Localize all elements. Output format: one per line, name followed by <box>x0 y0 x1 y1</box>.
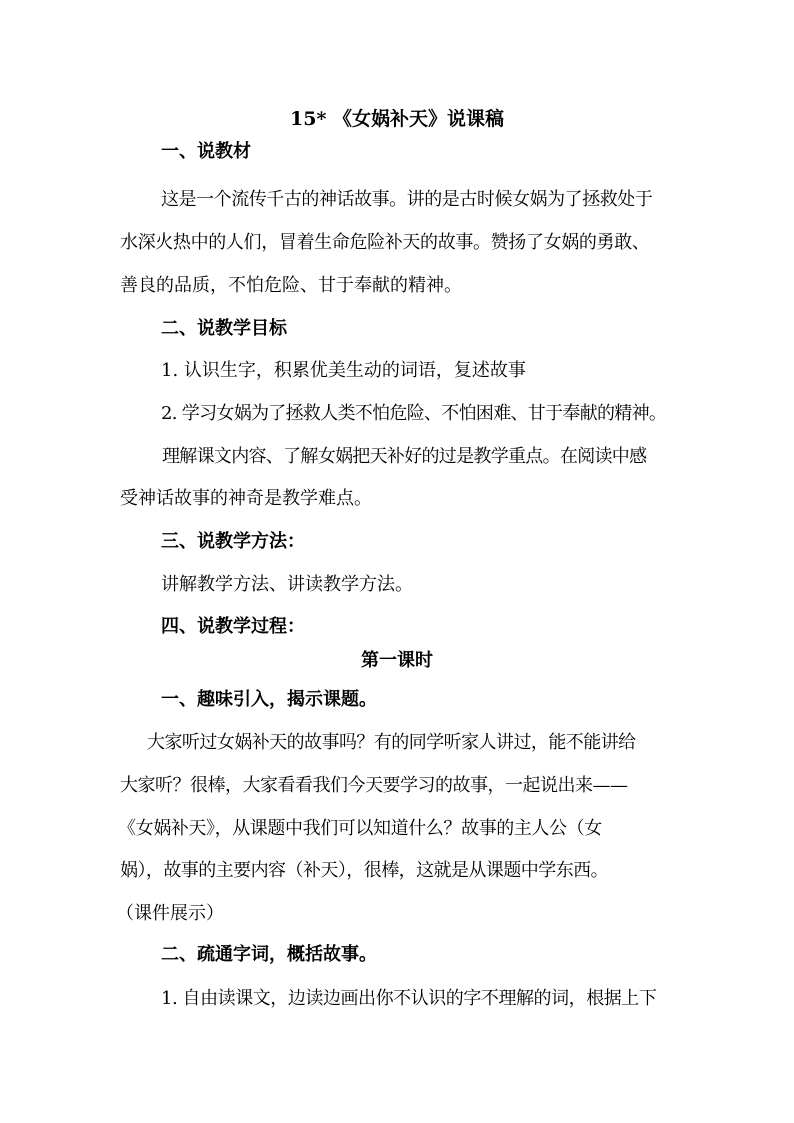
paragraph-line: 水深火热中的人们，冒着生命危险补天的故事。赞扬了女娲的勇敢、 <box>120 232 650 253</box>
section-heading-methods: 三、说教学方法： <box>161 531 305 552</box>
paragraph-line: 受神话故事的神奇是教学难点。 <box>120 488 372 509</box>
paragraph-line: 这是一个流传千古的神话故事。讲的是古时候女娲为了拯救处于 <box>161 189 653 210</box>
paragraph-line: 讲解教学方法、讲读教学方法。 <box>161 574 413 595</box>
document-title: 15* 《女娲补天》说课稿 <box>290 108 504 130</box>
paragraph-line: （课件展示） <box>116 903 224 924</box>
paragraph-line: 大家听？很棒，大家看看我们今天要学习的故事，一起说出来—— <box>120 775 628 796</box>
step-heading-introduction: 一、趣味引入，揭示课题。 <box>161 689 377 710</box>
paragraph-line: 善良的品质，不怕危险、甘于奉献的精神。 <box>120 275 462 296</box>
lesson-subtitle: 第一课时 <box>361 650 433 671</box>
paragraph-line: 大家听过女娲补天的故事吗？有的同学听家人讲过，能不能讲给 <box>147 732 636 753</box>
paragraph-line: 理解课文内容、了解女娲把天补好的过是教学重点。在阅读中感 <box>162 446 647 467</box>
objective-item: 1. 认识生字，积累优美生动的词语，复述故事 <box>161 360 526 381</box>
paragraph-line: 1. 自由读课文，边读边画出你不认识的字不理解的词，根据上下 <box>161 988 657 1009</box>
paragraph-line: 娲），故事的主要内容（补天），很棒，这就是从课题中学东西。 <box>120 860 609 881</box>
section-heading-process: 四、说教学过程： <box>161 616 305 637</box>
section-heading-objectives: 二、说教学目标 <box>161 318 287 339</box>
section-heading-textbook: 一、说教材 <box>161 141 251 162</box>
step-heading-vocabulary: 二、疏通字词，概括故事。 <box>161 944 377 965</box>
paragraph-line: 《女娲补天》，从课题中我们可以知道什么？故事的主人公（女 <box>118 818 602 839</box>
objective-item: 2. 学习女娲为了拯救人类不怕危险、不怕困难、甘于奉献的精神。 <box>161 403 667 424</box>
